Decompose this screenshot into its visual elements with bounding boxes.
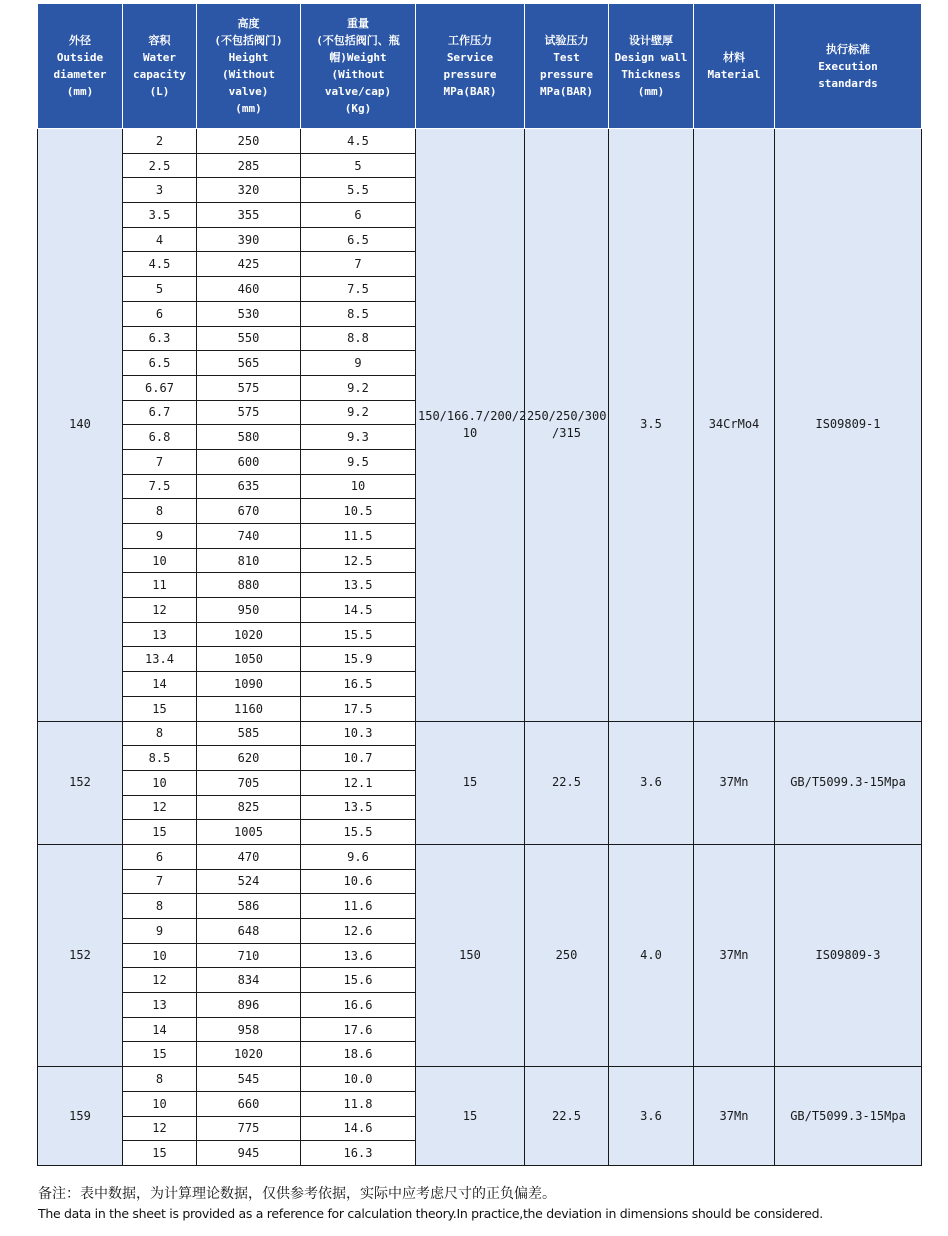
- height-cell: 285: [197, 153, 301, 178]
- height-cell: 635: [197, 474, 301, 499]
- weight-cell: 14.6: [301, 1116, 416, 1141]
- weight-cell: 5: [301, 153, 416, 178]
- weight-cell: 11.8: [301, 1091, 416, 1116]
- capacity-cell: 8.5: [123, 746, 197, 771]
- height-cell: 565: [197, 351, 301, 376]
- material-cell: 37Mn: [694, 1067, 775, 1166]
- material-cell: 37Mn: [694, 721, 775, 844]
- weight-cell: 17.5: [301, 696, 416, 721]
- weight-cell: 10.3: [301, 721, 416, 746]
- weight-cell: 4.5: [301, 129, 416, 154]
- weight-cell: 12.6: [301, 919, 416, 944]
- weight-cell: 15.5: [301, 622, 416, 647]
- height-cell: 320: [197, 178, 301, 203]
- capacity-cell: 4: [123, 227, 197, 252]
- standard-cell: GB/T5099.3-15Mpa: [775, 1067, 922, 1166]
- weight-cell: 10.7: [301, 746, 416, 771]
- height-cell: 575: [197, 400, 301, 425]
- weight-cell: 10.5: [301, 499, 416, 524]
- cylinder-spec-table: [37, 3, 922, 1166]
- weight-cell: 16.3: [301, 1141, 416, 1166]
- header-weight: 重量 (不包括阀门、瓶 帽)Weight (Without valve/cap) (Kg): [301, 4, 416, 129]
- capacity-cell: 7.5: [123, 474, 197, 499]
- capacity-cell: 15: [123, 696, 197, 721]
- capacity-cell: 6.67: [123, 375, 197, 400]
- capacity-cell: 9: [123, 919, 197, 944]
- height-cell: 586: [197, 894, 301, 919]
- capacity-cell: 8: [123, 894, 197, 919]
- header-execution-standards: 执行标准 Execution standards: [775, 4, 922, 129]
- standard-cell: IS09809-1: [775, 129, 922, 722]
- height-cell: 470: [197, 844, 301, 869]
- height-cell: 1005: [197, 820, 301, 845]
- note-chinese: 备注：表中数据，为计算理论数据，仅供参考依据，实际中应考虑尺寸的正负偏差。: [38, 1186, 556, 1202]
- capacity-cell: 6.3: [123, 326, 197, 351]
- capacity-cell: 12: [123, 795, 197, 820]
- height-cell: 1160: [197, 696, 301, 721]
- weight-cell: 10.6: [301, 869, 416, 894]
- weight-cell: 9.2: [301, 375, 416, 400]
- note-english: The data in the sheet is provided as a reference for calculation theory.In practice,the deviation in dimensions should be considered.: [38, 1206, 823, 1221]
- service-pressure-cell: 15: [416, 1067, 525, 1166]
- capacity-cell: 9: [123, 524, 197, 549]
- weight-cell: 16.5: [301, 672, 416, 697]
- header-material: 材料 Material: [694, 4, 775, 129]
- table-row: [38, 1067, 922, 1092]
- table-row: [38, 129, 922, 154]
- capacity-cell: 8: [123, 499, 197, 524]
- capacity-cell: 14: [123, 1017, 197, 1042]
- height-cell: 896: [197, 993, 301, 1018]
- capacity-cell: 4.5: [123, 252, 197, 277]
- height-cell: 1020: [197, 1042, 301, 1067]
- diameter-cell: 140: [38, 129, 123, 722]
- height-cell: 775: [197, 1116, 301, 1141]
- table-body: [38, 129, 922, 1166]
- material-cell: 37Mn: [694, 844, 775, 1066]
- height-cell: 660: [197, 1091, 301, 1116]
- standard-cell: GB/T5099.3-15Mpa: [775, 721, 922, 844]
- weight-cell: 6.5: [301, 227, 416, 252]
- weight-cell: 12.1: [301, 770, 416, 795]
- weight-cell: 9.3: [301, 425, 416, 450]
- capacity-cell: 10: [123, 548, 197, 573]
- header-test-pressure: 试验压力 Test pressure MPa(BAR): [525, 4, 609, 129]
- capacity-cell: 13.4: [123, 647, 197, 672]
- height-cell: 600: [197, 449, 301, 474]
- height-cell: 530: [197, 301, 301, 326]
- weight-cell: 13.5: [301, 573, 416, 598]
- weight-cell: 5.5: [301, 178, 416, 203]
- test-pressure-cell: 22.5: [525, 721, 609, 844]
- height-cell: 620: [197, 746, 301, 771]
- capacity-cell: 10: [123, 943, 197, 968]
- weight-cell: 17.6: [301, 1017, 416, 1042]
- weight-cell: 15.9: [301, 647, 416, 672]
- weight-cell: 11.6: [301, 894, 416, 919]
- weight-cell: 12.5: [301, 548, 416, 573]
- height-cell: 545: [197, 1067, 301, 1092]
- height-cell: 1090: [197, 672, 301, 697]
- capacity-cell: 2: [123, 129, 197, 154]
- weight-cell: 14.5: [301, 598, 416, 623]
- weight-cell: 13.6: [301, 943, 416, 968]
- height-cell: 524: [197, 869, 301, 894]
- weight-cell: 9.5: [301, 449, 416, 474]
- height-cell: 670: [197, 499, 301, 524]
- weight-cell: 9.2: [301, 400, 416, 425]
- height-cell: 585: [197, 721, 301, 746]
- weight-cell: 8.8: [301, 326, 416, 351]
- capacity-cell: 12: [123, 1116, 197, 1141]
- capacity-cell: 11: [123, 573, 197, 598]
- height-cell: 825: [197, 795, 301, 820]
- weight-cell: 7.5: [301, 277, 416, 302]
- capacity-cell: 15: [123, 820, 197, 845]
- height-cell: 575: [197, 375, 301, 400]
- wall-thickness-cell: 4.0: [609, 844, 694, 1066]
- wall-thickness-cell: 3.5: [609, 129, 694, 722]
- height-cell: 945: [197, 1141, 301, 1166]
- capacity-cell: 13: [123, 622, 197, 647]
- standard-cell: IS09809-3: [775, 844, 922, 1066]
- weight-cell: 6: [301, 203, 416, 228]
- weight-cell: 11.5: [301, 524, 416, 549]
- weight-cell: 16.6: [301, 993, 416, 1018]
- capacity-cell: 10: [123, 770, 197, 795]
- weight-cell: 9: [301, 351, 416, 376]
- height-cell: 425: [197, 252, 301, 277]
- weight-cell: 7: [301, 252, 416, 277]
- weight-cell: 15.5: [301, 820, 416, 845]
- height-cell: 834: [197, 968, 301, 993]
- diameter-cell: 152: [38, 844, 123, 1066]
- height-cell: 950: [197, 598, 301, 623]
- height-cell: 710: [197, 943, 301, 968]
- capacity-cell: 6: [123, 301, 197, 326]
- capacity-cell: 6.7: [123, 400, 197, 425]
- capacity-cell: 6: [123, 844, 197, 869]
- height-cell: 880: [197, 573, 301, 598]
- table-row: [38, 844, 922, 869]
- header-water-capacity: 容积 Water capacity (L): [123, 4, 197, 129]
- weight-cell: 18.6: [301, 1042, 416, 1067]
- capacity-cell: 2.5: [123, 153, 197, 178]
- height-cell: 1020: [197, 622, 301, 647]
- capacity-cell: 5: [123, 277, 197, 302]
- height-cell: 250: [197, 129, 301, 154]
- weight-cell: 15.6: [301, 968, 416, 993]
- header-wall-thickness: 设计壁厚 Design wall Thickness (mm): [609, 4, 694, 129]
- height-cell: 705: [197, 770, 301, 795]
- table-row: [38, 721, 922, 746]
- wall-thickness-cell: 3.6: [609, 721, 694, 844]
- capacity-cell: 12: [123, 598, 197, 623]
- capacity-cell: 12: [123, 968, 197, 993]
- height-cell: 1050: [197, 647, 301, 672]
- capacity-cell: 3.5: [123, 203, 197, 228]
- service-pressure-cell: 150/166.7/200/2 10: [416, 129, 525, 722]
- height-cell: 355: [197, 203, 301, 228]
- header-height: 高度 (不包括阀门) Height (Without valve) (mm): [197, 4, 301, 129]
- capacity-cell: 13: [123, 993, 197, 1018]
- header-service-pressure: 工作压力 Service pressure MPa(BAR): [416, 4, 525, 129]
- capacity-cell: 6.5: [123, 351, 197, 376]
- weight-cell: 10.0: [301, 1067, 416, 1092]
- height-cell: 460: [197, 277, 301, 302]
- height-cell: 580: [197, 425, 301, 450]
- capacity-cell: 6.8: [123, 425, 197, 450]
- diameter-cell: 159: [38, 1067, 123, 1166]
- weight-cell: 10: [301, 474, 416, 499]
- diameter-cell: 152: [38, 721, 123, 844]
- weight-cell: 8.5: [301, 301, 416, 326]
- test-pressure-cell: 250: [525, 844, 609, 1066]
- test-pressure-cell: 22.5: [525, 1067, 609, 1166]
- test-pressure-cell: 250/250/300 /315: [525, 129, 609, 722]
- capacity-cell: 10: [123, 1091, 197, 1116]
- header-outside-diameter: 外径 Outside diameter (mm): [38, 4, 123, 129]
- height-cell: 648: [197, 919, 301, 944]
- height-cell: 740: [197, 524, 301, 549]
- capacity-cell: 8: [123, 721, 197, 746]
- service-pressure-cell: 15: [416, 721, 525, 844]
- height-cell: 810: [197, 548, 301, 573]
- wall-thickness-cell: 3.6: [609, 1067, 694, 1166]
- weight-cell: 13.5: [301, 795, 416, 820]
- service-pressure-cell: 150: [416, 844, 525, 1066]
- capacity-cell: 14: [123, 672, 197, 697]
- capacity-cell: 7: [123, 449, 197, 474]
- material-cell: 34CrMo4: [694, 129, 775, 722]
- capacity-cell: 3: [123, 178, 197, 203]
- capacity-cell: 8: [123, 1067, 197, 1092]
- capacity-cell: 15: [123, 1141, 197, 1166]
- height-cell: 958: [197, 1017, 301, 1042]
- capacity-cell: 7: [123, 869, 197, 894]
- capacity-cell: 15: [123, 1042, 197, 1067]
- table-header-row: [38, 4, 922, 129]
- height-cell: 550: [197, 326, 301, 351]
- weight-cell: 9.6: [301, 844, 416, 869]
- table-notes: [38, 1184, 938, 1223]
- height-cell: 390: [197, 227, 301, 252]
